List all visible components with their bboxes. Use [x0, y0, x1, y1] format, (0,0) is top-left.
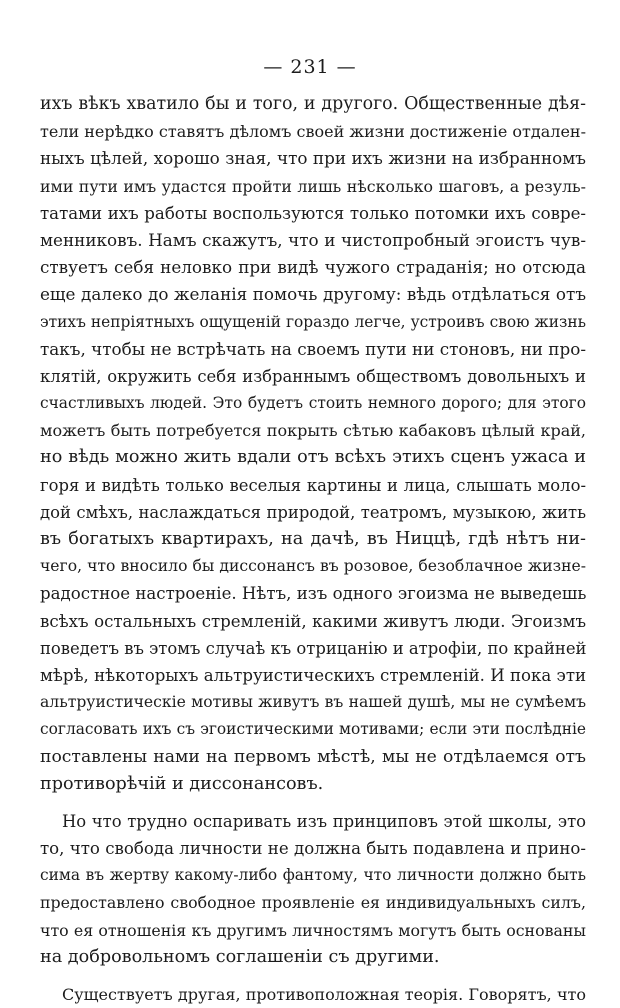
text-line: на добровольномъ соглашеніи съ другими. [40, 946, 440, 967]
text-line: ныхъ цѣлей, хорошо зная, что при ихъ жизни на избранномъ [40, 148, 586, 169]
paragraph-spacer [40, 798, 586, 808]
text-line: счастливыхъ людей. Это будетъ стоить немного дорого; для этого [40, 394, 586, 413]
text-line: этихъ непріятныхъ ощущеній гораздо легче, устроивъ свою жизнь [40, 312, 586, 331]
text-line: татами ихъ работы воспользуются только потомки ихъ совре- [40, 203, 586, 223]
text-line: то, что свобода личности не должна быть подавлена и прино- [40, 839, 586, 859]
text-line: альтруистическіе мотивы живутъ въ нашей душѣ, мы не сумѣемъ [40, 693, 586, 712]
text-line: ими пути имъ удастся пройти лишь нѣсколько шаговъ, а резуль- [40, 176, 586, 196]
text-line: горя и видѣть только веселыя картины и лица, слышать моло- [40, 475, 586, 495]
text-line: въ богатыхъ квартирахъ, на дачѣ, въ Ниццѣ, гдѣ нѣтъ ни- [40, 529, 586, 549]
text-line: но вѣдь можно жить вдали отъ всѣхъ этихъ сценъ ужаса и [40, 447, 586, 468]
text-line: менниковъ. Намъ скажутъ, что и чистопробный эгоистъ чув- [40, 229, 586, 250]
text-line: тели нерѣдко ставятъ дѣломъ своей жизни достиженіе отдален- [40, 122, 586, 142]
text-line: поведетъ въ этомъ случаѣ къ отрицанію и атрофіи, по крайней [40, 638, 587, 658]
text-line: можетъ быть потребуется покрыть сѣтью кабаковъ цѣлый край, [40, 421, 586, 441]
text-line: еще далеко до желанія помочь другому: вѣдь отдѣлаться отъ [40, 284, 586, 305]
text-line: чего, что вносило бы диссонансъ въ розовое, безоблачное жизне- [40, 557, 586, 576]
text-line: согласовать ихъ съ эгоистическими мотивами; если эти послѣдніе [40, 720, 586, 739]
body-text [40, 91, 586, 1008]
text-line: всѣхъ остальныхъ стремленій, какими живутъ люди. Эгоизмъ [40, 611, 586, 631]
paragraph-spacer [40, 971, 586, 981]
text-line: клятій, окружить себя избраннымъ обществомъ довольныхъ и [40, 366, 586, 386]
text-line: сима въ жертву какому-либо фантому, что личности должно быть [40, 866, 586, 885]
text-line: противорѣчій и диссонансовъ. [40, 773, 324, 794]
paragraph-3 [40, 981, 586, 1008]
page-number: — 231 — [263, 56, 357, 78]
paragraph-1 [40, 91, 586, 798]
text-line: поставлены нами на первомъ мѣстѣ, мы не отдѣлаемся отъ [40, 746, 586, 767]
text-line: предоставлено свободное проявленіе ея индивидуальныхъ силъ, [40, 893, 586, 913]
text-line: дой смѣхъ, наслаждаться природой, театромъ, музыкою, жить [40, 502, 586, 522]
text-line: ствуетъ себя неловко при видѣ чужого страданія; но отсюда [40, 257, 586, 278]
text-line: что ея отношенія къ другимъ личностямъ могутъ быть основаны [40, 920, 586, 940]
text-line: Существуетъ другая, противоположная теорія. Говорятъ, что [62, 985, 586, 1004]
text-line: мѣрѣ, нѣкоторыхъ альтруистическихъ стремленій. И пока эти [40, 665, 587, 685]
text-line: ихъ вѣкъ хватило бы и того, и другого. Общественные дѣя- [40, 94, 586, 114]
text-line: такъ, чтобы не встрѣчать на своемъ пути ни стоновъ, ни про- [40, 338, 586, 359]
paragraph-2 [40, 808, 586, 971]
text-line: радостное настроеніе. Нѣтъ, изъ одного эгоизма не выведешь [40, 584, 587, 604]
text-line: Но что трудно оспаривать изъ принциповъ этой школы, это [62, 811, 586, 831]
